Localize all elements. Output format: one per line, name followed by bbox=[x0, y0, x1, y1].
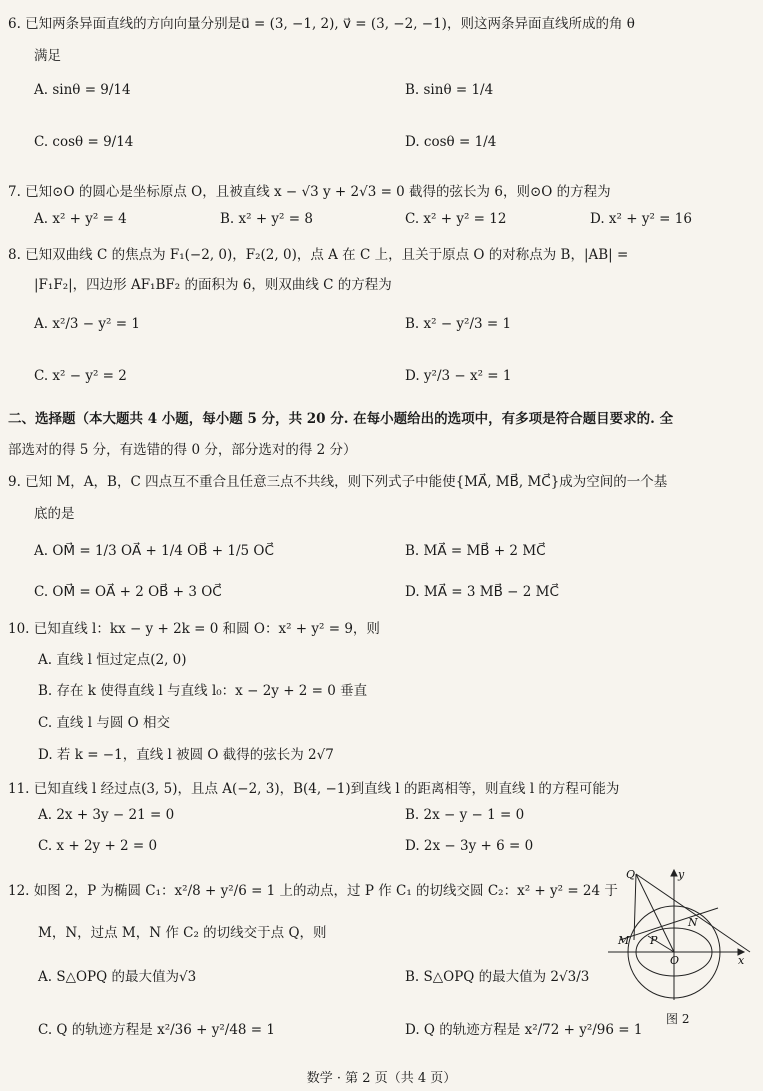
tangent-qm bbox=[634, 874, 636, 940]
q8-stem-line2: |F₁F₂|，四边形 AF₁BF₂ 的面积为 6，则双曲线 C 的方程为 bbox=[34, 277, 392, 293]
q11-stem: 11. 已知直线 l 经过点(3, 5)，且点 A(−2, 3)，B(4, −1)到直线 l 的距离相等，则直线 l 的方程可能为 bbox=[8, 781, 620, 797]
q9-option-b: B. MA⃗ = MB⃗ + 2 MC⃗ bbox=[405, 543, 546, 559]
q12-stem-line1: 12. 如图 2，P 为椭圆 C₁：x²/8 + y²/6 = 1 上的动点，过 P 作 C₁ 的切线交圆 C₂：x² + y² = 24 于 bbox=[8, 883, 618, 899]
q9-option-d: D. MA⃗ = 3 MB⃗ − 2 MC⃗ bbox=[405, 584, 559, 600]
q9-stem-line2: 底的是 bbox=[34, 506, 75, 522]
q9-stem-line1: 9. 已知 M，A，B，C 四点互不重合且任意三点不共线，则下列式子中能使{MA⃗, MB⃗, MC⃗}成为空间的一个基 bbox=[8, 474, 668, 490]
q8-option-a: A. x²/3 − y² = 1 bbox=[34, 316, 140, 332]
q11-option-c: C. x + 2y + 2 = 0 bbox=[38, 838, 158, 854]
q10-option-b: B. 存在 k 使得直线 l 与直线 l₀：x − 2y + 2 = 0 垂直 bbox=[38, 683, 368, 699]
label-o: O bbox=[670, 954, 680, 967]
figure-2-caption: 图 2 bbox=[666, 1012, 690, 1026]
label-q: Q bbox=[626, 868, 636, 881]
q10-option-a: A. 直线 l 恒过定点(2, 0) bbox=[38, 652, 187, 668]
q10-option-c: C. 直线 l 与圆 O 相交 bbox=[38, 715, 170, 731]
page-footer: 数学 · 第 2 页（共 4 页） bbox=[306, 1071, 457, 1086]
q11-option-d: D. 2x − 3y + 6 = 0 bbox=[405, 838, 534, 854]
section2-header-line2: 部选对的得 5 分，有选错的得 0 分，部分选对的得 2 分） bbox=[8, 442, 357, 458]
q11-option-b: B. 2x − y − 1 = 0 bbox=[405, 807, 525, 823]
q9-option-c: C. OM⃗ = OA⃗ + 2 OB⃗ + 3 OC⃗ bbox=[34, 584, 222, 600]
q6-stem-line2: 满足 bbox=[34, 48, 61, 64]
y-axis-arrow bbox=[671, 870, 677, 876]
q8-option-b: B. x² − y²/3 = 1 bbox=[405, 316, 512, 332]
q7-option-a: A. x² + y² = 4 bbox=[34, 211, 127, 227]
label-y: y bbox=[678, 868, 685, 881]
q6-option-c: C. cosθ = 9/14 bbox=[34, 134, 134, 150]
q8-stem-line1: 8. 已知双曲线 C 的焦点为 F₁(−2, 0)，F₂(2, 0)，点 A 在 C 上，且关于原点 O 的对称点为 B，|AB| = bbox=[8, 247, 629, 263]
q6-option-a: A. sinθ = 9/14 bbox=[34, 82, 131, 98]
q12-stem-line2: M，N，过点 M，N 作 C₂ 的切线交于点 Q，则 bbox=[38, 925, 327, 941]
label-x: x bbox=[738, 954, 745, 967]
q9-option-a: A. OM⃗ = 1/3 OA⃗ + 1/4 OB⃗ + 1/5 OC⃗ bbox=[34, 543, 274, 559]
q11-option-a: A. 2x + 3y − 21 = 0 bbox=[38, 807, 175, 823]
q12-option-d: D. Q 的轨迹方程是 x²/72 + y²/96 = 1 bbox=[405, 1022, 643, 1038]
q10-option-d: D. 若 k = −1，直线 l 被圆 O 截得的弦长为 2√7 bbox=[38, 747, 334, 763]
q12-option-a: A. S△OPQ 的最大值为√3 bbox=[38, 969, 197, 985]
q7-option-c: C. x² + y² = 12 bbox=[405, 211, 507, 227]
q7-option-b: B. x² + y² = 8 bbox=[220, 211, 313, 227]
q6-option-d: D. cosθ = 1/4 bbox=[405, 134, 497, 150]
q8-option-c: C. x² − y² = 2 bbox=[34, 368, 127, 384]
q8-option-d: D. y²/3 − x² = 1 bbox=[405, 368, 512, 384]
figure-2-diagram bbox=[606, 864, 756, 1004]
section2-header-line1: 二、选择题（本大题共 4 小题，每小题 5 分，共 20 分. 在每小题给出的选项中，有多项是符合题目要求的. 全 bbox=[8, 411, 674, 427]
q12-option-c: C. Q 的轨迹方程是 x²/36 + y²/48 = 1 bbox=[38, 1022, 275, 1038]
q6-stem-line1: 6. 已知两条异面直线的方向向量分别是u⃗ = (3, −1, 2), v⃗ = (3, −2, −1)，则这两条异面直线所成的角 θ bbox=[8, 16, 635, 32]
label-m: M bbox=[618, 934, 630, 947]
q7-option-d: D. x² + y² = 16 bbox=[590, 211, 692, 227]
q7-stem: 7. 已知⊙O 的圆心是坐标原点 O，且被直线 x − √3 y + 2√3 = 0 截得的弦长为 6，则⊙O 的方程为 bbox=[8, 184, 611, 200]
label-n: N bbox=[688, 916, 698, 929]
q10-stem: 10. 已知直线 l：kx − y + 2k = 0 和圆 O：x² + y² = 9，则 bbox=[8, 621, 380, 637]
label-p: P bbox=[650, 934, 658, 947]
q6-option-b: B. sinθ = 1/4 bbox=[405, 82, 494, 98]
q12-option-b: B. S△OPQ 的最大值为 2√3/3 bbox=[405, 969, 590, 985]
